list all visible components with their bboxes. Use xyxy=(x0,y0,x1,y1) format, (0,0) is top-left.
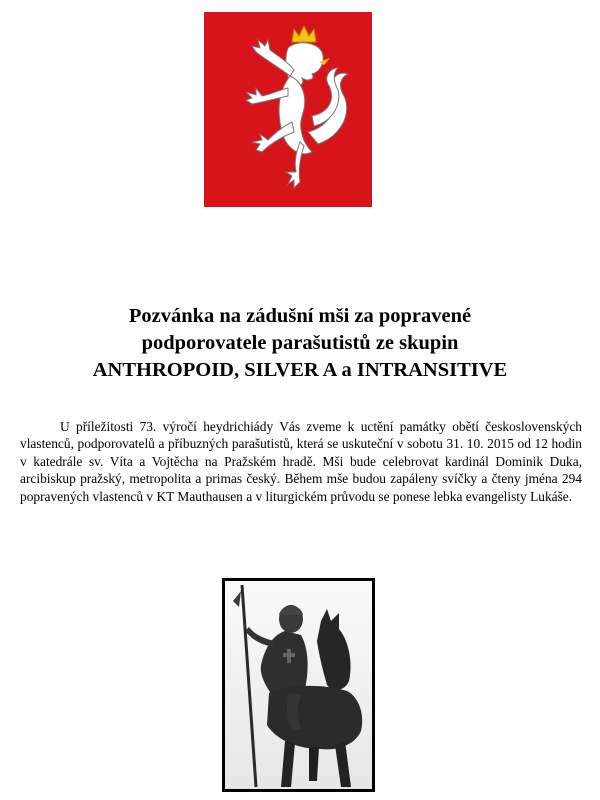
photo-st-wenceslas-statue xyxy=(222,578,375,792)
title-line-2: podporovatele parašutistů ze skupin xyxy=(141,332,459,354)
title-line-3: ANTHROPOID, SILVER A a INTRANSITIVE xyxy=(92,359,508,381)
invitation-title xyxy=(20,303,580,384)
paragraph-text: U příležitosti 73. výročí heydrichiády Vás zveme k uctění památky obětí československých vlastenců, podporovatelů a příbuzných parašutistů, která se uskuteční v sobotu 31. 10. 2015 od 12 hodin v katedrále sv. Víta a Vojtěcha na Pražském hradě. Mši bude celebrovat kardinál Dominik Duka, arcibiskup pražský, metropolita a primas český. Během mše budou zapáleny svíčky a čteny jména 294 popravených vlastenců v KT Mauthausen a v liturgickém průvodu se ponese lebka evangelisty Lukáše. xyxy=(20,419,582,504)
title-line-1: Pozvánka na zádušní mši za popravené xyxy=(128,305,472,327)
equestrian-statue-icon xyxy=(225,581,372,789)
czech-coat-of-arms xyxy=(204,12,372,207)
invitation-paragraph xyxy=(20,418,582,505)
